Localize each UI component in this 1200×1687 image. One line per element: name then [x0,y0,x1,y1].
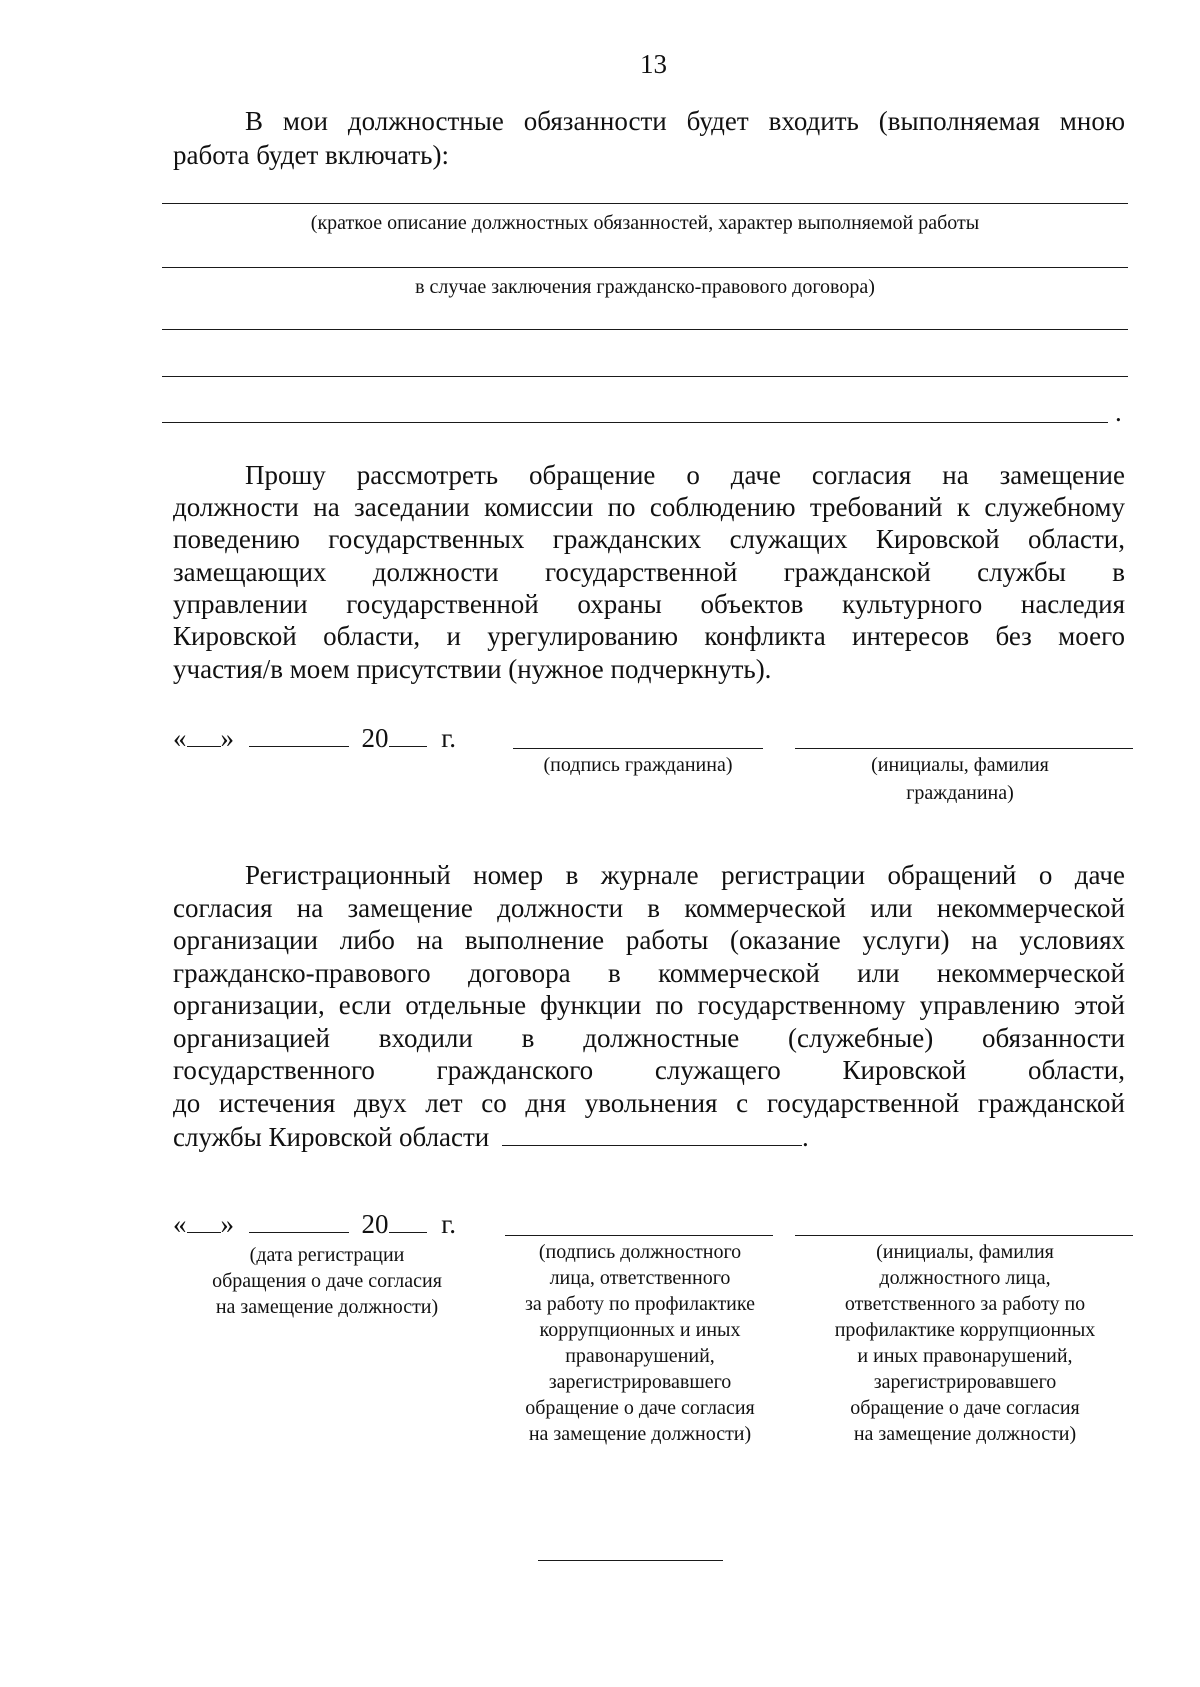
registration-last-text: службы Кировской области [173,1122,490,1152]
date-field-1[interactable] [173,722,456,754]
page-number: 13 [640,49,667,79]
registration-number-field[interactable] [502,1121,802,1146]
duties-line-2: работа будет включать): [173,140,449,170]
close-quote-2: » [220,1209,234,1239]
request-line-6: Кировской области, и урегулированию конфликта интересов без моего [173,621,1125,651]
registration-line-2: согласия на замещение должности в коммерческой или некоммерческой [173,893,1125,923]
name-line-1[interactable] [795,748,1133,749]
request-line-1: Прошу рассмотреть обращение о даче согласия на замещение [245,460,1125,490]
duties-line-1: В мои должностные обязанности будет входить (выполняемая мною [245,106,1125,136]
fill-line-4[interactable] [162,376,1128,377]
request-line-2: должности на заседании комиссии по соблюдению требований к служебному [173,492,1125,522]
name-caption-1b: гражданина) [906,782,1014,804]
registration-line-5: организации, если отдельные функции по государственному управлению этой [173,990,1125,1020]
request-last-line: участия/в моем присутствии (нужное подчеркнуть). [173,654,772,684]
signature-line-1[interactable] [513,748,763,749]
year-suffix: г. [441,723,457,753]
open-quote-2: « [173,1209,187,1239]
date-field-2[interactable] [173,1208,456,1240]
name-caption-1a: (инициалы, фамилия [871,754,1049,776]
fill-line-3[interactable] [162,329,1128,330]
registration-line-4: гражданско-правового договора в коммерческой или некоммерческой [173,958,1125,988]
signature-caption-2: (подпись должностного лица, ответственного за работу по профилактике коррупционных и иных правонарушений, зарегистрировавшего обращение о даче согласия на замещение должности) [525,1241,755,1445]
registration-last-line [173,1121,809,1153]
date-caption-2: (дата регистрации обращения о даче согласия на замещение должности) [212,1244,442,1318]
request-line-5: управлении государственной охраны объектов культурного наследия [173,589,1125,619]
closing-divider [538,1560,723,1561]
registration-line-3: организации либо на выполнение работы (оказание услуги) на условиях [173,925,1125,955]
year-prefix: 20 [361,723,389,753]
name-line-2[interactable] [795,1235,1133,1236]
fill-line-2[interactable] [162,267,1128,268]
registration-line-1: Регистрационный номер в журнале регистрации обращений о даче [245,860,1125,890]
request-line-4: замещающих должности государственной гражданской службы в [173,557,1125,587]
close-quote: » [220,723,234,753]
request-line-3: поведению государственных гражданских служащих Кировской области, [173,524,1125,554]
duties-hint-1: (краткое описание должностных обязанностей, характер выполняемой работы [310,212,980,234]
signature-line-2[interactable] [505,1235,773,1236]
registration-line-6: организацией входили в должностные (служебные) обязанности [173,1023,1125,1053]
year-prefix-2: 20 [361,1209,389,1239]
open-quote: « [173,723,187,753]
year-suffix-2: г. [441,1209,457,1239]
registration-line-8: до истечения двух лет со дня увольнения с государственной гражданской [173,1088,1125,1118]
fill-line-5[interactable] [162,422,1108,423]
name-caption-2: (инициалы, фамилия должностного лица, ответственного за работу по профилактике коррупционных и иных правонарушений, зарегистрировавшего обращение о даче согласия на замещение должности) [834,1241,1096,1445]
signature-caption-1: (подпись гражданина) [543,754,733,776]
duties-hint-2: в случае заключения гражданско-правового договора) [415,276,875,298]
duties-end-dot: . [1115,397,1122,427]
fill-line-1[interactable] [162,203,1128,204]
registration-line-7: государственного гражданского служащего Кировской области, [173,1055,1125,1085]
registration-end-dot: . [802,1122,809,1152]
